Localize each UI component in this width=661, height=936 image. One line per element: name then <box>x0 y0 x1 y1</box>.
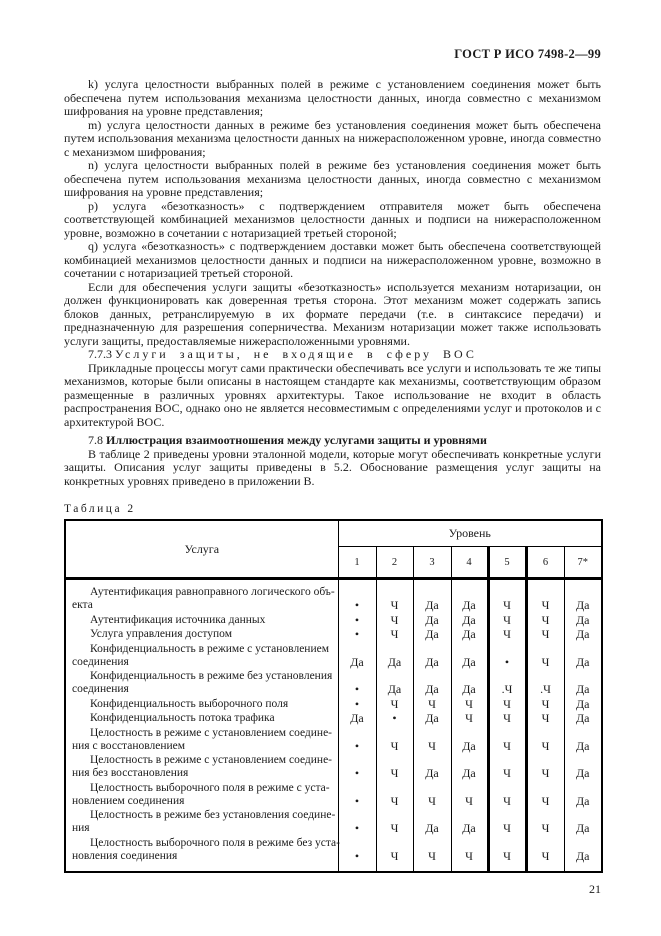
service-name-cell <box>65 808 338 836</box>
service-name-cell <box>65 780 338 808</box>
level-value-cell: Да <box>413 641 451 669</box>
level-value-cell: Да <box>451 808 488 836</box>
level-column-header: 1 <box>338 547 376 579</box>
level-value-cell: Ч <box>488 808 526 836</box>
service-name-line1: Аутентификация источника данных <box>90 613 266 626</box>
level-value-cell: Ч <box>376 808 413 836</box>
level-value-cell: Да <box>376 641 413 669</box>
section-number: 7.8 <box>88 433 103 447</box>
document-header: ГОСТ Р ИСО 7498-2—99 <box>454 47 601 61</box>
level-value-cell: Да <box>564 835 602 872</box>
paragraph-p: p) услуга «безотказность» с подтверждением отправителя может быть обеспечена соответствующей комбинацией механизмов целостности данных и подписи на нижерасположенном уровне, возможно в сочетании с нотаризацией третьей стороной; <box>64 198 601 240</box>
service-name-line1: Целостность выборочного поля в режиме без уста- <box>90 836 340 849</box>
service-name-cell <box>65 696 338 711</box>
level-value-cell: Ч <box>376 579 413 613</box>
service-name-line1: Аутентификация равноправного логического объ- <box>90 586 335 598</box>
level-value-cell: • <box>338 835 376 872</box>
level-value-cell: Ч <box>488 780 526 808</box>
service-name-line2: соединения <box>72 655 129 668</box>
service-name-cell <box>65 612 338 627</box>
level-value-cell: Да <box>376 669 413 697</box>
level-value-cell: Да <box>451 627 488 642</box>
level-value-cell: Ч <box>376 627 413 642</box>
level-value-cell: • <box>338 808 376 836</box>
level-value-cell: Да <box>451 641 488 669</box>
service-name-line1: Конфиденциальность в режиме с установлением <box>90 642 329 655</box>
table-row <box>65 835 602 872</box>
table-row <box>65 780 602 808</box>
level-value-cell: Ч <box>526 641 564 669</box>
level-column-header: 2 <box>376 547 413 579</box>
level-value-cell: Ч <box>413 725 451 753</box>
level-value-cell: • <box>338 780 376 808</box>
service-name-line2: ния <box>72 822 90 834</box>
service-name-line1: Целостность в режиме с установлением соедине- <box>90 726 333 739</box>
section-heading-7-8 <box>64 434 601 448</box>
table-label: Таблица 2 <box>64 503 136 515</box>
level-column-header: 5 <box>488 547 526 579</box>
level-value-cell: Ч <box>488 725 526 753</box>
level-value-cell: Да <box>413 627 451 642</box>
level-value-cell: Да <box>564 753 602 781</box>
level-value-cell: • <box>338 627 376 642</box>
level-value-cell: Да <box>564 641 602 669</box>
table-header-service: Услуга <box>65 520 338 579</box>
level-value-cell: Да <box>564 612 602 627</box>
service-name-line2: ния с восстановлением <box>72 739 186 752</box>
service-name-line1: Услуга управления доступом <box>90 628 232 640</box>
level-value-cell: Ч <box>526 711 564 726</box>
level-value-cell: Ч <box>488 612 526 627</box>
table-row <box>65 711 602 726</box>
service-name-cell <box>65 669 338 697</box>
service-name-line1: Целостность в режиме без установления соедине- <box>90 809 336 821</box>
level-value-cell: Ч <box>451 780 488 808</box>
level-value-cell: Ч <box>488 711 526 726</box>
table-header-level: Уровень <box>338 520 602 547</box>
table-row <box>65 725 602 753</box>
level-value-cell: Ч <box>526 612 564 627</box>
section-heading-7-7-3 <box>64 348 601 362</box>
level-value-cell: .Ч <box>488 669 526 697</box>
service-name-line1: Целостность выборочного поля в режиме с уста- <box>90 781 330 794</box>
service-name-cell <box>65 627 338 642</box>
services-levels-table <box>64 519 603 873</box>
table-row <box>65 696 602 711</box>
level-value-cell: Да <box>413 808 451 836</box>
level-value-cell: • <box>338 725 376 753</box>
level-value-cell: Ч <box>526 753 564 781</box>
level-value-cell: Ч <box>488 753 526 781</box>
level-value-cell: Ч <box>376 612 413 627</box>
level-value-cell: Да <box>564 780 602 808</box>
level-value-cell: Да <box>338 641 376 669</box>
level-value-cell: Да <box>451 579 488 613</box>
service-name-line1: Целостность в режиме с установлением соедине- <box>90 754 333 766</box>
service-name-line2: новлением соединения <box>72 794 185 807</box>
page-number: 21 <box>589 881 601 896</box>
level-value-cell: Да <box>451 612 488 627</box>
table-header-row-1 <box>65 520 602 547</box>
table-row <box>65 808 602 836</box>
table-row <box>65 579 602 613</box>
level-column-header: 4 <box>451 547 488 579</box>
level-value-cell: Да <box>413 753 451 781</box>
level-value-cell: Ч <box>488 696 526 711</box>
table-row <box>65 612 602 627</box>
service-name-cell <box>65 579 338 613</box>
paragraph-m: m) услуга целостности данных в режиме без установления соединения может быть обеспечена путем использования механизма целостности данных на нижерасположенном уровне, иногда совместно с механизмом шифрования; <box>64 117 601 159</box>
body-text <box>64 78 601 488</box>
paragraph-n: n) услуга целостности выбранных полей в режиме без установления соединения может быть обеспечена путем использования механизма целостности данных, иногда совместно с механизмом шифрования на уровне представления; <box>64 158 601 199</box>
level-value-cell: Ч <box>488 835 526 872</box>
section-number: 7.7.3 <box>88 347 112 361</box>
level-value-cell: Да <box>413 669 451 697</box>
level-value-cell: Ч <box>526 835 564 872</box>
paragraph-notarization: Если для обеспечения услуги защиты «безотказность» используется механизм нотаризации, он должен функционировать как доверенная третья сторона. Этот механизм может содержать запись блоков данных, ретранслируемую в их формате передачи (т.е. в синтаксисе передачи) и предназначенную для разрешения соперничества. Механизм нотаризации может также использовать услуги защиты, предоставляемые нижерасположенными уровнями. <box>64 279 601 348</box>
table-row <box>65 641 602 669</box>
table-row <box>65 753 602 781</box>
service-name-line2: новления соединения <box>72 849 178 862</box>
level-value-cell: Ч <box>376 780 413 808</box>
service-name-line2: екта <box>72 599 93 611</box>
level-value-cell: Да <box>451 669 488 697</box>
level-value-cell: Ч <box>451 835 488 872</box>
level-value-cell: Ч <box>526 725 564 753</box>
level-value-cell: • <box>338 696 376 711</box>
service-name-line2: соединения <box>72 683 129 695</box>
level-value-cell: • <box>338 612 376 627</box>
service-name-cell <box>65 711 338 726</box>
section-title: Иллюстрация взаимоотношения между услугами защиты и уровнями <box>106 433 487 447</box>
level-value-cell: • <box>338 579 376 613</box>
level-value-cell: Да <box>564 579 602 613</box>
paragraph-q: q) услуга «безотказность» с подтверждением доставки может быть обеспечена соответствующей комбинацией механизмов целостности данных и подписи на нижерасположенном уровне, возможно в сочетании с нотаризацией третьей стороной. <box>64 239 601 280</box>
level-value-cell: Ч <box>413 696 451 711</box>
paragraph-table-intro: В таблице 2 приведены уровни эталонной модели, которые могут обеспечивать конкретные услуги защиты. Описания услуг защиты приведены в 5.2. Обоснование размещения услуг защиты на конкретных уровнях приведено в приложении В. <box>64 446 601 488</box>
level-column-header: 6 <box>526 547 564 579</box>
level-value-cell: Ч <box>526 696 564 711</box>
table-row <box>65 627 602 642</box>
level-value-cell: • <box>488 641 526 669</box>
level-value-cell: Ч <box>451 711 488 726</box>
level-column-header: 3 <box>413 547 451 579</box>
service-name-line1: Конфиденциальность в режиме без установления <box>90 670 333 682</box>
level-value-cell: .Ч <box>526 669 564 697</box>
level-value-cell: Ч <box>376 696 413 711</box>
level-value-cell: Да <box>564 627 602 642</box>
level-value-cell: • <box>338 753 376 781</box>
level-value-cell: Да <box>413 612 451 627</box>
level-value-cell: Ч <box>376 725 413 753</box>
level-value-cell: Да <box>564 725 602 753</box>
level-value-cell: Ч <box>488 627 526 642</box>
level-value-cell: Да <box>564 808 602 836</box>
section-title: Услуги защиты, не входящие в сферу ВОС <box>115 347 477 361</box>
level-value-cell: Ч <box>413 780 451 808</box>
level-value-cell: Ч <box>376 835 413 872</box>
level-value-cell: Ч <box>526 579 564 613</box>
service-name-line1: Конфиденциальность потока трафика <box>90 712 275 724</box>
level-value-cell: • <box>338 669 376 697</box>
service-name-cell <box>65 641 338 669</box>
table-row <box>65 669 602 697</box>
level-value-cell: Да <box>413 579 451 613</box>
paragraph-applied-processes: Прикладные процессы могут сами практически обеспечивать все услуги и использовать те же типы механизмов, которые были описаны в настоящем стандарте как механизмы, соответствующим образом размещенные в различных уровнях архитектуры. Такое использование не входит в область распространения ВОС, однако оно не является несовместимым с определениями услуг и протоколов и с архитектурой ВОС. <box>64 360 601 429</box>
service-name-line2: ния без восстановления <box>72 767 189 779</box>
level-value-cell: Ч <box>413 835 451 872</box>
service-name-line1: Конфиденциальность выборочного поля <box>90 697 289 710</box>
level-value-cell: Да <box>564 669 602 697</box>
level-value-cell: Ч <box>451 696 488 711</box>
level-value-cell: Ч <box>488 579 526 613</box>
service-name-cell <box>65 753 338 781</box>
level-value-cell: Да <box>413 711 451 726</box>
level-value-cell: Да <box>564 711 602 726</box>
level-value-cell: Ч <box>526 627 564 642</box>
paragraph-k: k) услуга целостности выбранных полей в режиме с установлением соединения может быть обеспечена путем использования механизма целостности данных, иногда совместно с механизмом шифрования на уровне представления; <box>64 77 601 118</box>
service-name-cell <box>65 835 338 872</box>
level-value-cell: Да <box>451 753 488 781</box>
level-value-cell: Ч <box>526 808 564 836</box>
level-value-cell: Да <box>338 711 376 726</box>
level-value-cell: Да <box>564 696 602 711</box>
level-value-cell: • <box>376 711 413 726</box>
level-value-cell: Да <box>451 725 488 753</box>
level-value-cell: Ч <box>376 753 413 781</box>
level-column-header: 7* <box>564 547 602 579</box>
level-value-cell: Ч <box>526 780 564 808</box>
service-name-cell <box>65 725 338 753</box>
